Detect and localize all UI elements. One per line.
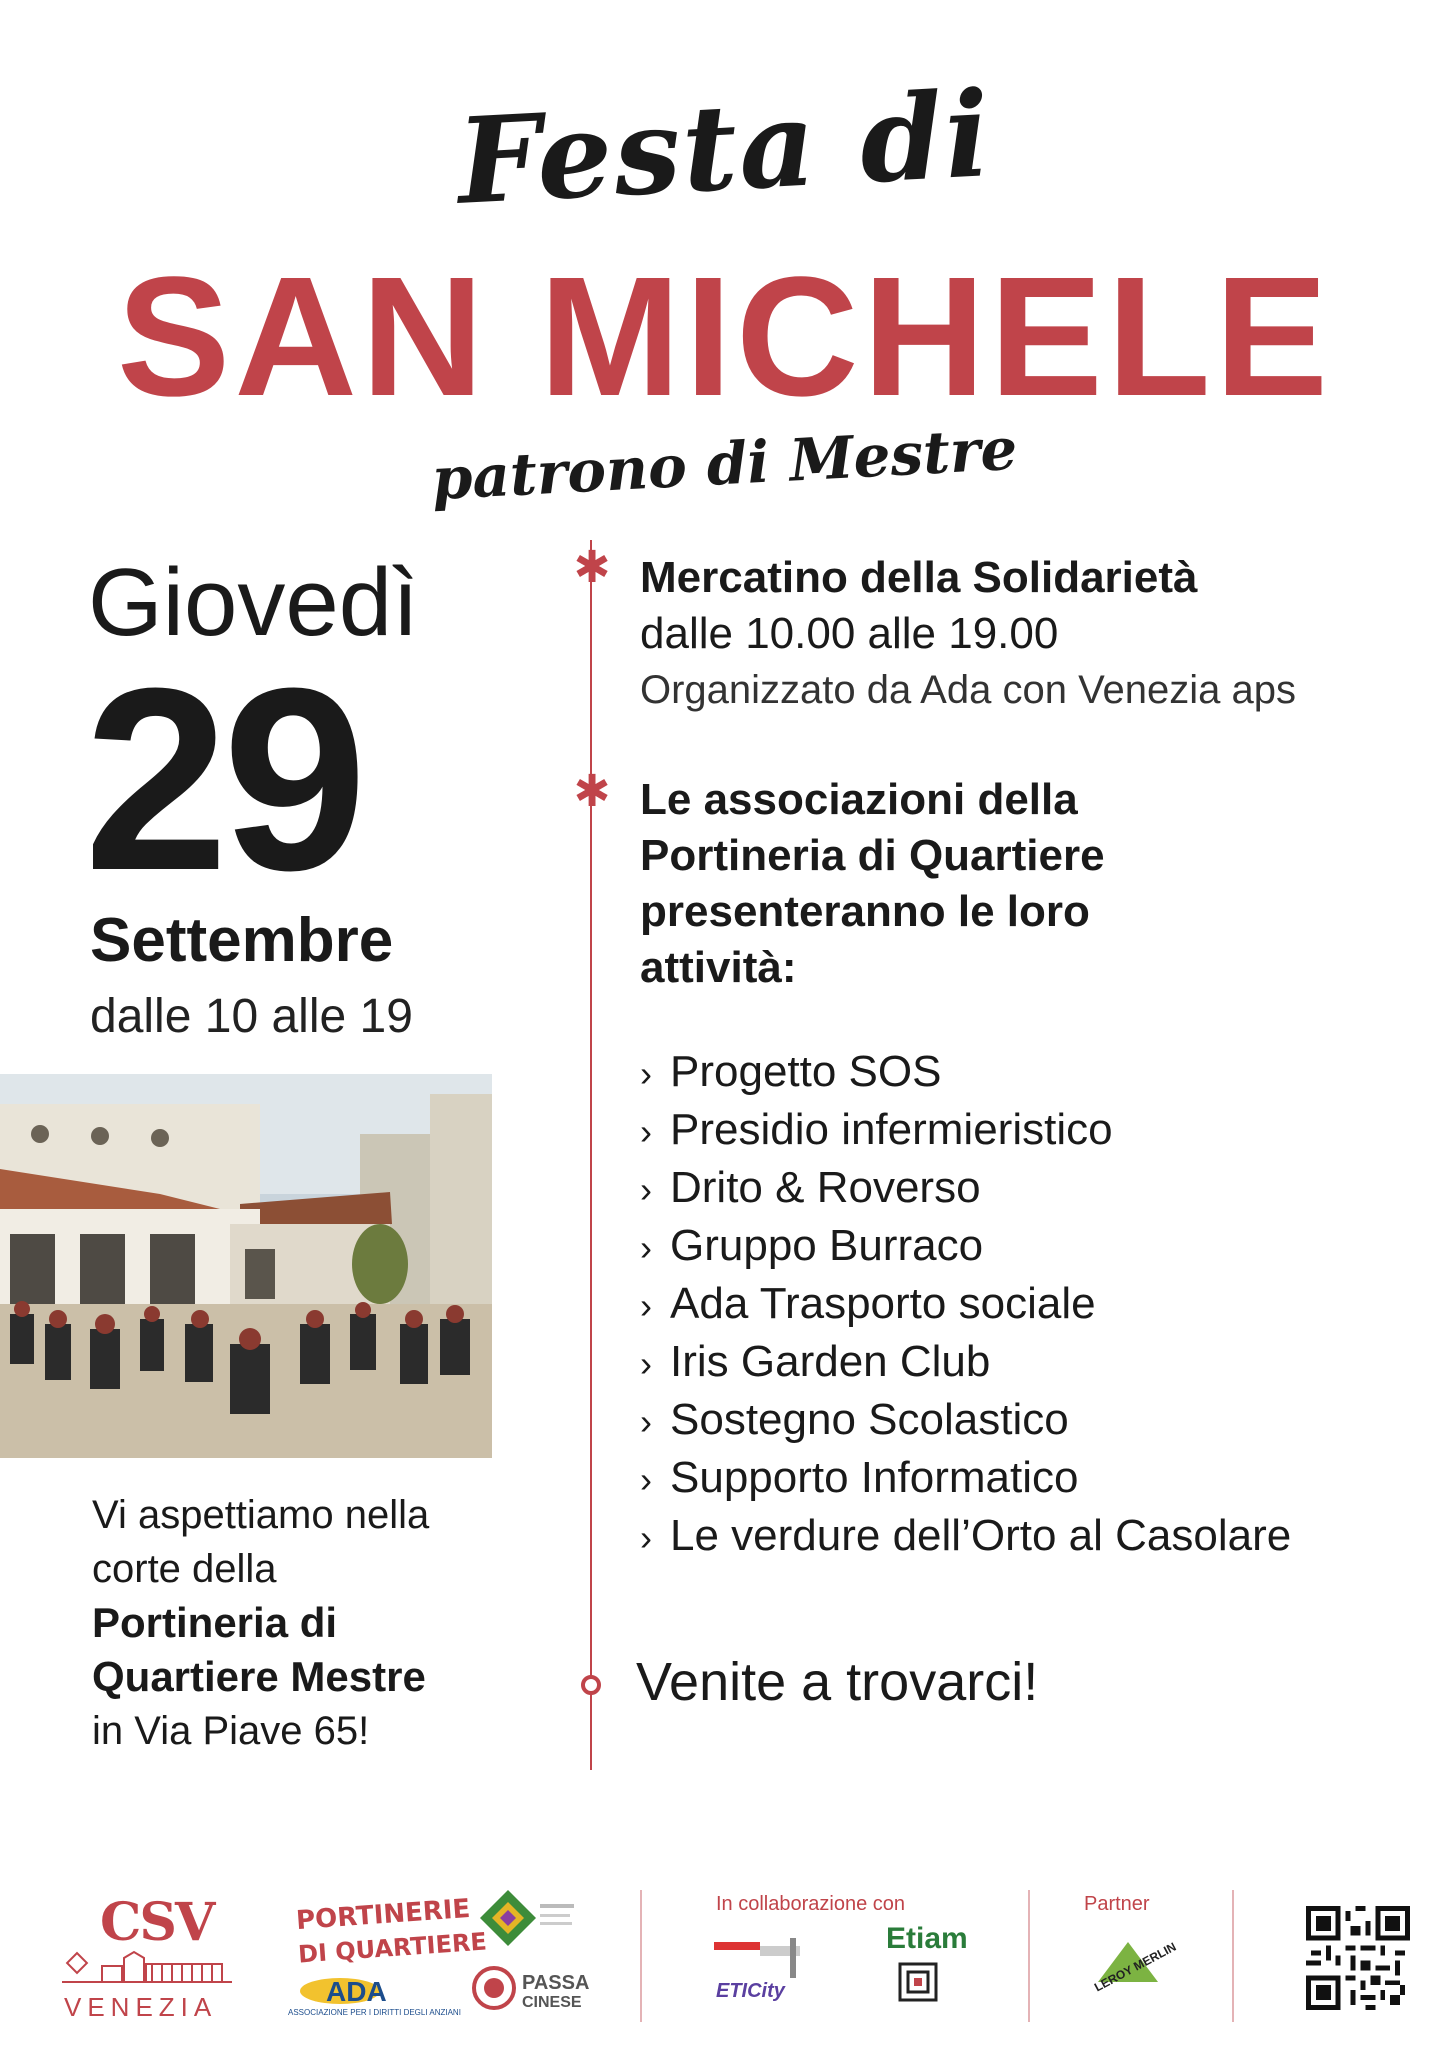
welcome-text bbox=[92, 1488, 532, 1758]
etiam-square-icon bbox=[898, 1962, 938, 2002]
chevron-right-icon: › bbox=[640, 1053, 652, 1094]
list-item bbox=[640, 1450, 1400, 1508]
footer-divider bbox=[1028, 1890, 1030, 2022]
eticity-logo: ETICity bbox=[716, 1980, 785, 2002]
etiam-logo: Etiam bbox=[886, 1922, 968, 1955]
chevron-right-icon: › bbox=[640, 1459, 652, 1500]
activity-label: Presidio infermieristico bbox=[670, 1105, 1113, 1154]
associazioni-section bbox=[640, 772, 1400, 996]
associazioni-line-4: attività: bbox=[640, 943, 797, 992]
csv-logo: CSV bbox=[100, 1892, 214, 1953]
associazioni-line-3: presenteranno le loro bbox=[640, 887, 1090, 936]
collaboration-label: In collaborazione con bbox=[716, 1893, 906, 1915]
closing-text: Venite a trovarci! bbox=[636, 1652, 1039, 1712]
activity-label: Gruppo Burraco bbox=[670, 1221, 984, 1270]
chevron-right-icon: › bbox=[640, 1111, 652, 1152]
associazioni-line-2: Portineria di Quartiere bbox=[640, 831, 1105, 880]
passa-cinese-icon bbox=[472, 1966, 516, 2010]
activity-label: Sostegno Scolastico bbox=[670, 1395, 1069, 1444]
chevron-right-icon: › bbox=[640, 1285, 652, 1326]
venice-skyline-icon bbox=[62, 1948, 232, 1984]
event-date: 29 bbox=[84, 635, 362, 925]
subtitle-patrono: patrono di Mestre bbox=[430, 414, 1019, 514]
list-item bbox=[640, 1392, 1400, 1450]
welcome-venue-1: Portineria di bbox=[92, 1599, 338, 1646]
activity-label: Drito & Roverso bbox=[670, 1163, 981, 1212]
courtyard-photo bbox=[0, 1074, 492, 1458]
mercatino-time: dalle 10.00 alle 19.00 bbox=[640, 609, 1059, 658]
asterisk-icon: ✱ bbox=[573, 543, 611, 592]
mercatino-organizer: Organizzato da Ada con Venezia aps bbox=[640, 668, 1297, 712]
ada-logo: ADA bbox=[326, 1976, 387, 2007]
courtyard-photo-illustration bbox=[0, 1074, 492, 1458]
passa-cinese-line-2: CINESE bbox=[522, 1994, 582, 2011]
list-item bbox=[640, 1160, 1400, 1218]
passa-cinese-line-1: PASSA bbox=[522, 1972, 590, 1994]
list-item bbox=[640, 1218, 1400, 1276]
csv-city: VENEZIA bbox=[64, 1992, 218, 2022]
event-month: Settembre bbox=[90, 906, 394, 975]
ada-caption: ASSOCIAZIONE PER I DIRITTI DEGLI ANZIANI bbox=[288, 2008, 461, 2017]
footer-divider bbox=[1232, 1890, 1234, 2022]
chevron-right-icon: › bbox=[640, 1227, 652, 1268]
association-diamond-logo-icon bbox=[478, 1888, 578, 1948]
welcome-venue-2: Quartiere Mestre bbox=[92, 1653, 426, 1700]
activity-label: Supporto Informatico bbox=[670, 1453, 1079, 1502]
welcome-address: in Via Piave 65! bbox=[92, 1709, 370, 1753]
chevron-right-icon: › bbox=[640, 1169, 652, 1210]
title-festa-di: Festa di bbox=[454, 64, 995, 231]
chevron-right-icon: › bbox=[640, 1343, 652, 1384]
activity-label: Ada Trasporto sociale bbox=[670, 1279, 1096, 1328]
list-item bbox=[640, 1508, 1400, 1566]
activity-label: Iris Garden Club bbox=[670, 1337, 991, 1386]
welcome-line-1: Vi aspettiamo nella bbox=[92, 1493, 430, 1537]
portinerie-logo-line-2: DI QUARTIERE bbox=[297, 1927, 488, 1969]
event-time: dalle 10 alle 19 bbox=[90, 990, 413, 1043]
activities-list bbox=[640, 1044, 1400, 1566]
list-item bbox=[640, 1102, 1400, 1160]
chevron-right-icon: › bbox=[640, 1401, 652, 1442]
chevron-right-icon: › bbox=[640, 1517, 652, 1558]
list-item bbox=[640, 1044, 1400, 1102]
collaborator-logo-icon bbox=[714, 1938, 804, 1978]
list-item bbox=[640, 1276, 1400, 1334]
associazioni-line-1: Le associazioni della bbox=[640, 775, 1078, 824]
mercatino-heading: Mercatino della Solidarietà bbox=[640, 553, 1198, 602]
activity-label: Le verdure dell’Orto al Casolare bbox=[670, 1511, 1292, 1560]
welcome-line-2: corte della bbox=[92, 1547, 277, 1591]
qr-code-icon[interactable] bbox=[1306, 1906, 1410, 2010]
partner-label: Partner bbox=[1084, 1893, 1150, 1915]
portinerie-logo-line-1: PORTINERIE bbox=[295, 1893, 472, 1937]
circle-marker-icon bbox=[581, 1675, 601, 1695]
footer-divider bbox=[640, 1890, 642, 2022]
mercatino-section bbox=[640, 550, 1400, 718]
list-item bbox=[640, 1334, 1400, 1392]
activity-label: Progetto SOS bbox=[670, 1047, 942, 1096]
event-day: Giovedì bbox=[88, 549, 419, 656]
title-san-michele: SAN MICHELE bbox=[116, 242, 1333, 432]
divider-line bbox=[590, 540, 592, 1770]
asterisk-icon: ✱ bbox=[573, 767, 611, 816]
leroy-merlin-logo: LEROY MERLIN bbox=[1092, 1939, 1179, 1995]
